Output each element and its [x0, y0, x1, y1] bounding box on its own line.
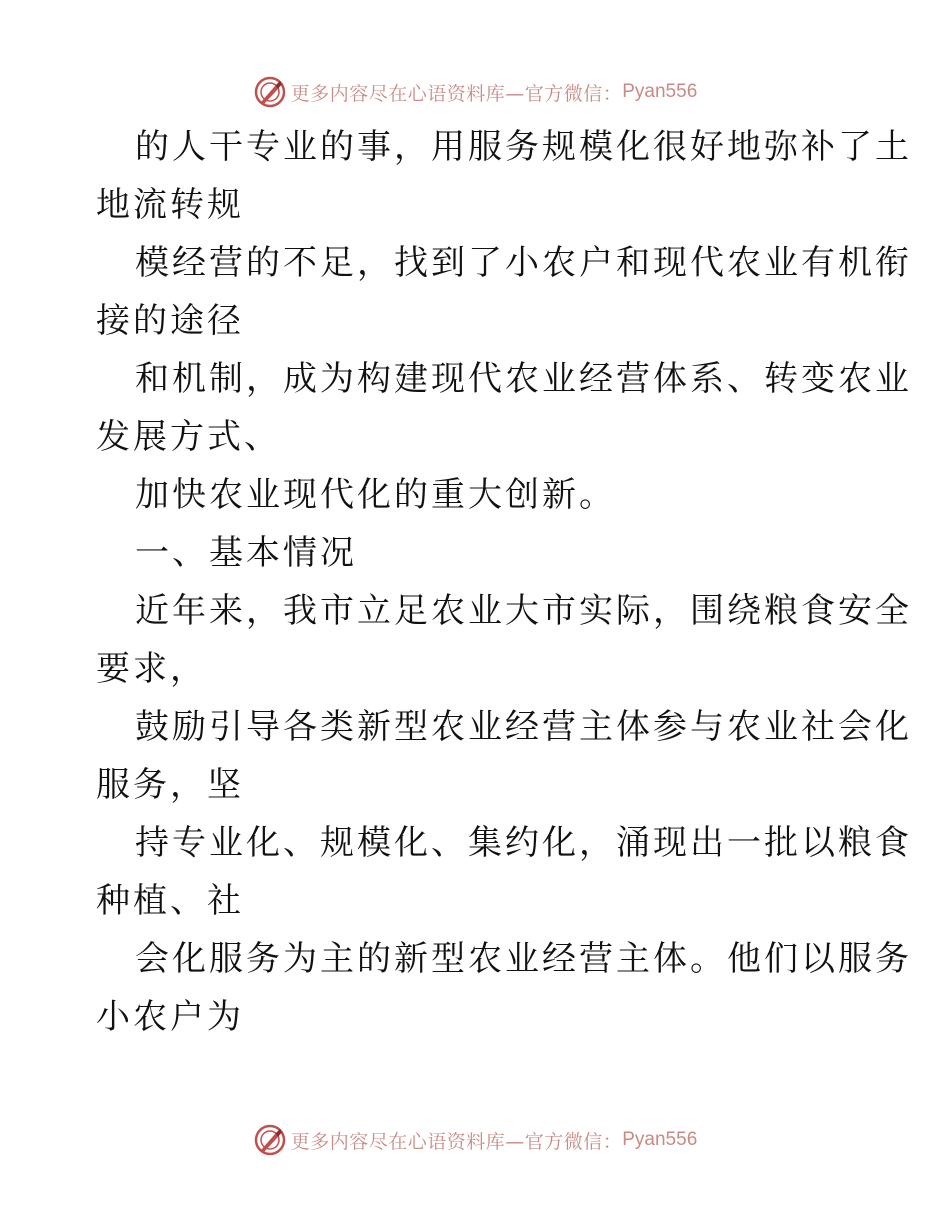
paragraph-line: 的人干专业的事，用服务规模化很好地弥补了土 — [135, 127, 912, 167]
paragraph — [0, 118, 950, 234]
paragraph-line: 和机制，成为构建现代农业经营体系、转变农业 — [135, 359, 912, 399]
document-body — [0, 118, 950, 1046]
footer-watermark — [0, 1120, 950, 1160]
pen-logo-icon — [253, 1123, 287, 1157]
paragraph — [0, 930, 950, 1046]
watermark-wechat-id: Pyan556 — [622, 1129, 698, 1150]
watermark-text: 更多内容尽在心语资料库—官方微信： — [290, 82, 623, 105]
paragraph — [0, 350, 950, 466]
paragraph-line: 模经营的不足，找到了小农户和现代农业有机衔 — [135, 243, 912, 283]
paragraph — [0, 698, 950, 814]
paragraph-line-wrap: 要求， — [96, 649, 207, 689]
paragraph-line-wrap: 地流转规 — [96, 185, 244, 225]
watermark-wechat-id: Pyan556 — [622, 81, 698, 102]
paragraph — [0, 814, 950, 930]
section-heading-text: 一、基本情况 — [135, 533, 357, 573]
paragraph-line: 会化服务为主的新型农业经营主体。他们以服务 — [135, 939, 912, 979]
paragraph-line-wrap: 服务，坚 — [96, 765, 244, 805]
paragraph-line: 持专业化、规模化、集约化，涌现出一批以粮食 — [135, 823, 912, 863]
section-heading — [0, 524, 950, 582]
watermark-text: 更多内容尽在心语资料库—官方微信： — [290, 1130, 623, 1153]
paragraph-line-wrap: 小农户为 — [96, 997, 244, 1037]
paragraph — [0, 466, 950, 524]
paragraph-line: 鼓励引导各类新型农业经营主体参与农业社会化 — [135, 707, 912, 747]
paragraph-line-wrap: 种植、社 — [96, 881, 244, 921]
paragraph-line-wrap: 接的途径 — [96, 301, 244, 341]
header-watermark — [0, 72, 950, 112]
paragraph-line: 近年来，我市立足农业大市实际，围绕粮食安全 — [135, 591, 912, 631]
pen-logo-icon — [253, 75, 287, 109]
paragraph — [0, 582, 950, 698]
paragraph — [0, 234, 950, 350]
paragraph-line: 加快农业现代化的重大创新。 — [135, 475, 616, 515]
paragraph-line-wrap: 发展方式、 — [96, 417, 281, 457]
